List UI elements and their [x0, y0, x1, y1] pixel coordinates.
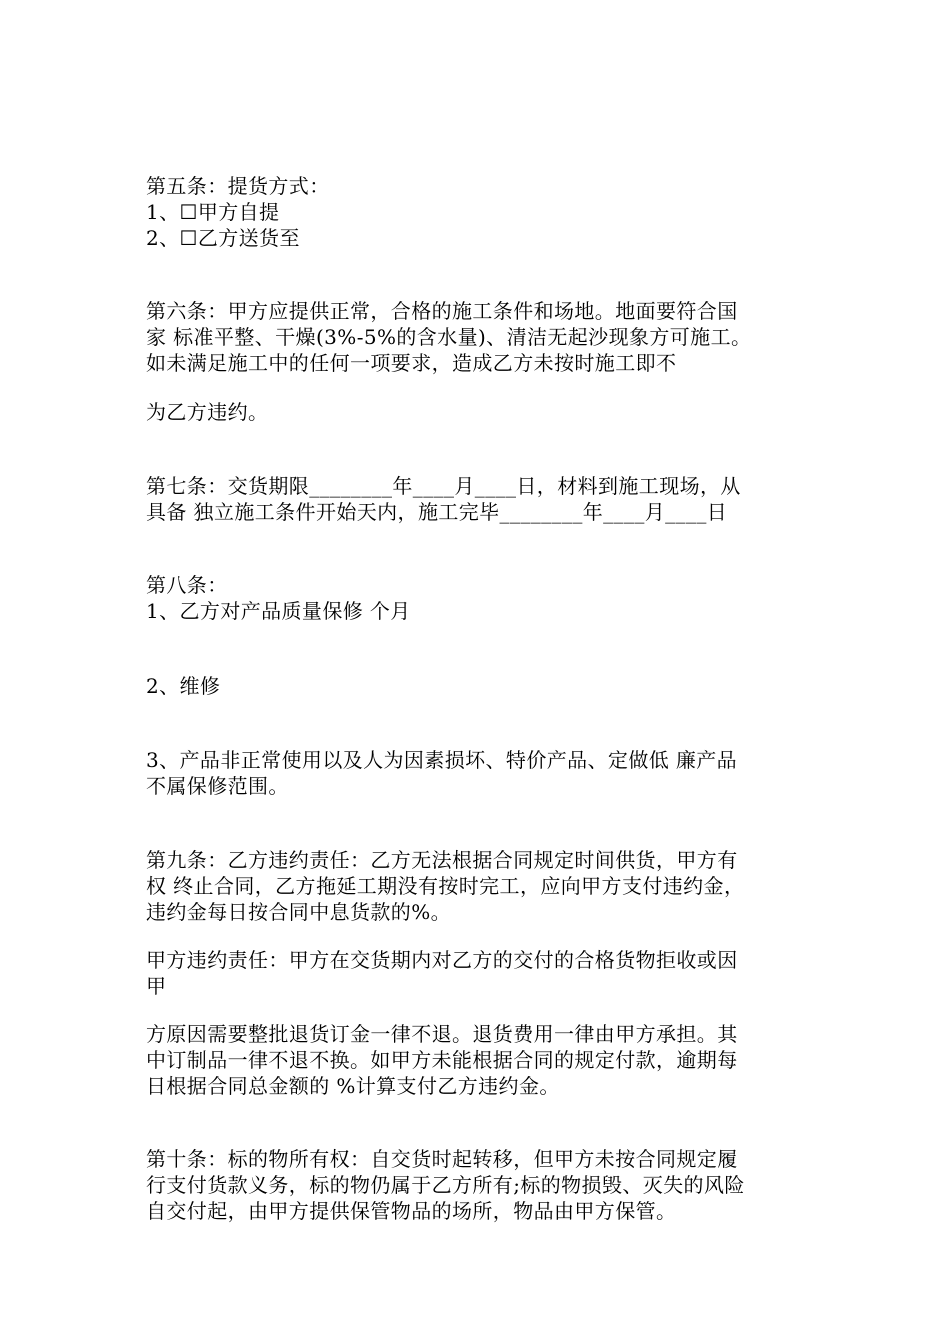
article-8-item-3-line-1: 3、产品非正常使用以及人为因素损坏、特价产品、定做低 廉产品	[146, 748, 738, 772]
article-6-line-1: 第六条：甲方应提供正常，合格的施工条件和场地。地面要符合国	[146, 299, 738, 323]
article-10-line-3: 自交付起，由甲方提供保管物品的场所，物品由甲方保管。	[146, 1199, 677, 1223]
article-10-line-2: 行支付货款义务，标的物仍属于乙方所有;标的物损毁、灭失的风险	[146, 1173, 745, 1197]
article-8-item-1: 1、乙方对产品质量保修 个月	[146, 599, 411, 623]
article-8-item-2: 2、维修	[146, 674, 221, 698]
article-9-refund-line-1: 方原因需要整批退货订金一律不退。退货费用一律由甲方承担。其	[146, 1022, 738, 1046]
article-9-refund-line-3: 日根据合同总金额的 %计算支付乙方违约金。	[146, 1074, 560, 1098]
article-8-item-3-line-2: 不属保修范围。	[146, 774, 289, 798]
article-6-line-4: 为乙方违约。	[146, 400, 269, 424]
article-5-option-2: 2、☐乙方送货至	[146, 226, 300, 250]
article-10-line-1: 第十条：标的物所有权：自交货时起转移，但甲方未按合同规定履	[146, 1147, 738, 1171]
article-9-line-1: 第九条：乙方违约责任：乙方无法根据合同规定时间供货，甲方有	[146, 848, 738, 872]
article-5-option-1: 1、☐甲方自提	[146, 200, 280, 224]
article-9-party-a-line-1: 甲方违约责任：甲方在交货期内对乙方的交付的合格货物拒收或因	[146, 948, 738, 972]
article-9-refund-line-2: 中订制品一律不退不换。如甲方未能根据合同的规定付款，逾期每	[146, 1048, 738, 1072]
article-9-line-3: 违约金每日按合同中息货款的%。	[146, 900, 452, 924]
article-6-line-2: 家 标准平整、干燥(3%-5%的含水量)、清洁无起沙现象方可施工。	[146, 325, 752, 349]
article-9-line-2: 权 终止合同，乙方拖延工期没有按时完工，应向甲方支付违约金，	[146, 874, 745, 898]
article-7-line-1: 第七条：交货期限________年____月____日，材料到施工现场，从	[146, 474, 741, 498]
article-7-line-2: 具备 独立施工条件开始天内，施工完毕________年____月____日	[146, 500, 728, 524]
article-5-title: 第五条：提货方式：	[146, 174, 330, 198]
article-9-party-a-line-2: 甲	[146, 974, 167, 998]
article-6-line-3: 如未满足施工中的任何一项要求，造成乙方未按时施工即不	[146, 351, 677, 375]
article-8-title: 第八条：	[146, 573, 228, 597]
